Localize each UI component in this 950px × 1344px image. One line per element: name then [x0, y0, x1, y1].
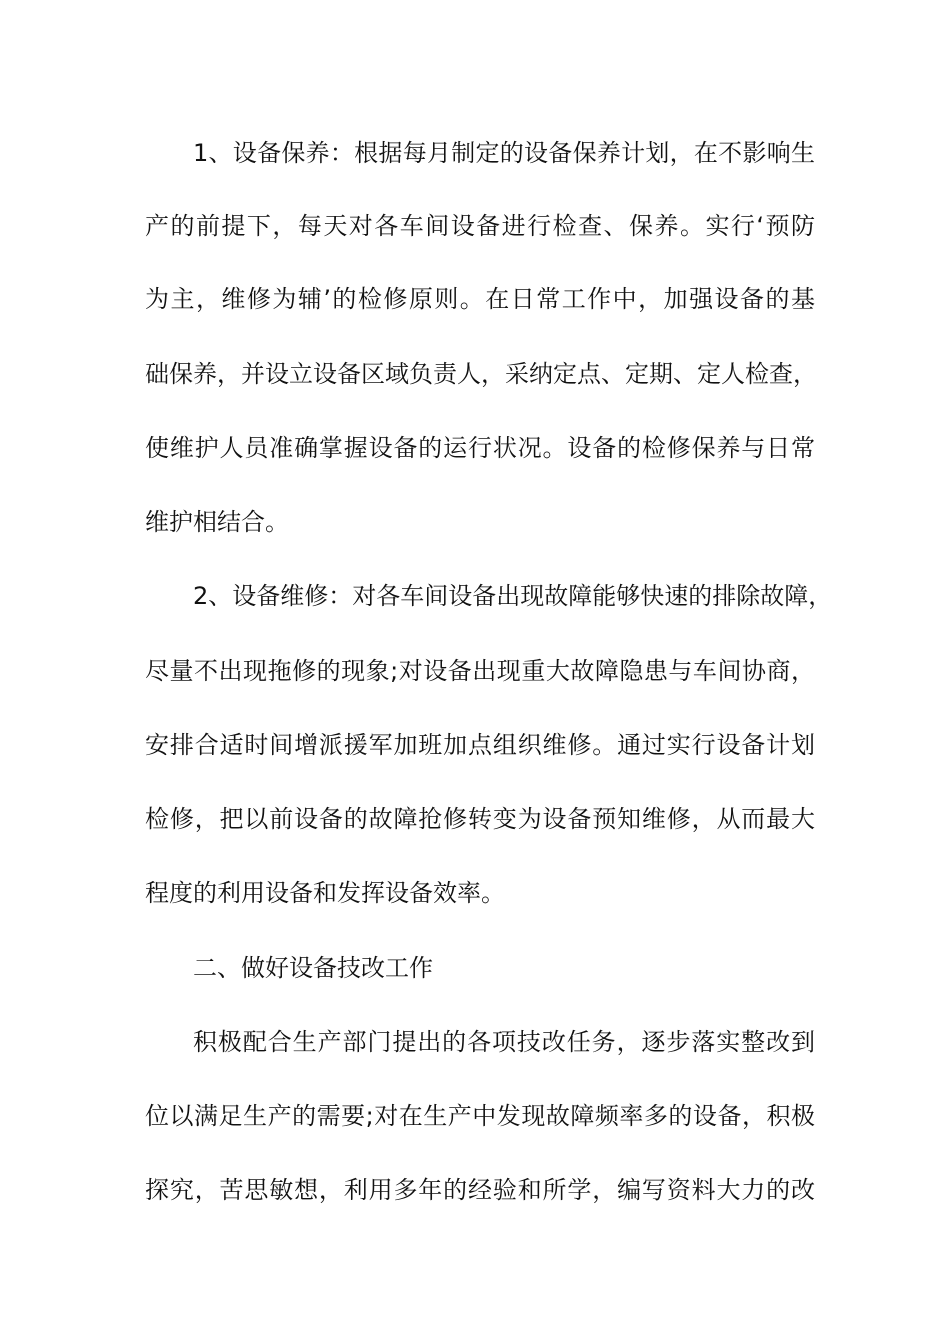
paragraph-2-line-5: 程度的利用设备和发挥设备效率。 [145, 879, 505, 907]
paragraph-2-line-2: 尽量不出现拖修的现象;对设备出现重大故障隐患与车间协商， [145, 657, 815, 685]
section-heading: 二、做好设备技改工作 [193, 954, 433, 982]
paragraph-3-line-1: 积极配合生产部门提出的各项技改任务，逐步落实整改到 [193, 1028, 815, 1056]
paragraph-3-line-2: 位以满足生产的需要;对在生产中发现故障频率多的设备，积极 [145, 1102, 815, 1130]
paragraph-1-line-3: 为主，维修为辅’的检修原则。在日常工作中，加强设备的基 [145, 285, 815, 313]
paragraph-1-line-1: 1、设备保养：根据每月制定的设备保养计划，在不影响生 [193, 139, 815, 167]
paragraph-2-line-4: 检修，把以前设备的故障抢修转变为设备预知维修，从而最大 [145, 805, 815, 833]
paragraph-2-line-3: 安排合适时间增派援军加班加点组织维修。通过实行设备计划 [145, 731, 815, 759]
paragraph-2-line-1: 2、设备维修：对各车间设备出现故障能够快速的排除故障， [193, 582, 833, 610]
paragraph-1-line-5: 使维护人员准确掌握设备的运行状况。设备的检修保养与日常 [145, 434, 815, 462]
paragraph-3-line-3: 探究，苦思敏想，利用多年的经验和所学，编写资料大力的改 [145, 1176, 815, 1204]
paragraph-1-line-6: 维护相结合。 [145, 508, 289, 536]
paragraph-1-line-2: 产的前提下，每天对各车间设备进行检查、保养。实行‘预防 [145, 212, 815, 240]
paragraph-1-line-4: 础保养，并设立设备区域负责人，采纳定点、定期、定人检查， [145, 360, 817, 388]
